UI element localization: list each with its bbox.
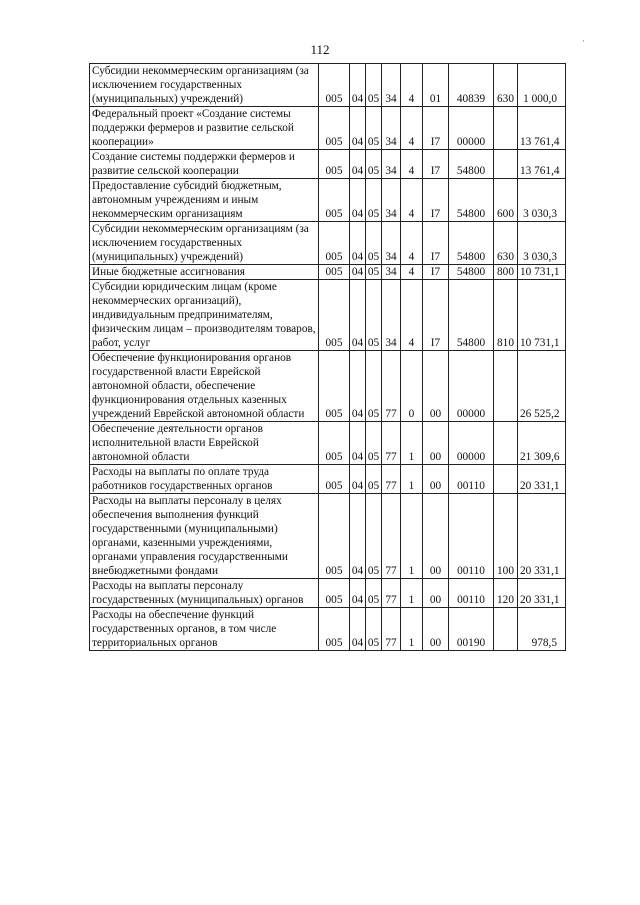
table-row [90, 280, 566, 351]
org-code: 005 [319, 351, 350, 422]
direction-code: 00 [423, 422, 449, 465]
table-row [90, 179, 566, 222]
section-code: 04 [350, 465, 366, 494]
subprogram-code: 1 [401, 465, 423, 494]
amount: 13 761,4 [518, 107, 566, 150]
org-code: 005 [319, 107, 350, 150]
item-code: 00110 [449, 579, 494, 608]
budget-table-body [90, 64, 566, 651]
table-row [90, 465, 566, 494]
table-row [90, 494, 566, 579]
item-code: 54800 [449, 150, 494, 179]
row-description: Расходы на выплаты персоналу в целях обеспечения выполнения функций государственными (муниципальными) органами, казенными учреждениями, органами управления государственными внебюджетными фондами [90, 494, 319, 579]
org-code: 005 [319, 179, 350, 222]
row-description: Субсидии некоммерческим организациям (за исключением государственных (муниципальных) учреждений) [90, 64, 319, 107]
direction-code: I7 [423, 107, 449, 150]
corner-mark: · [582, 36, 585, 46]
item-code: 00190 [449, 608, 494, 651]
page-number: 112 [310, 42, 330, 57]
row-description: Расходы на выплаты персоналу государственных (муниципальных) органов [90, 579, 319, 608]
item-code: 54800 [449, 265, 494, 280]
subprogram-code: 1 [401, 579, 423, 608]
expense-type-code: 630 [494, 222, 518, 265]
item-code: 00110 [449, 465, 494, 494]
row-description: Обеспечение деятельности органов исполнительной власти Еврейской автономной области [90, 422, 319, 465]
amount: 3 030,3 [518, 222, 566, 265]
section-code: 04 [350, 64, 366, 107]
section-code: 04 [350, 179, 366, 222]
subsection-code: 05 [366, 422, 382, 465]
item-code: 00000 [449, 422, 494, 465]
item-code: 40839 [449, 64, 494, 107]
direction-code: I7 [423, 265, 449, 280]
section-code: 04 [350, 608, 366, 651]
row-description: Расходы на обеспечение функций государственных органов, в том числе территориальных органов [90, 608, 319, 651]
section-code: 04 [350, 150, 366, 179]
expense-type-code: 100 [494, 494, 518, 579]
expense-type-code: 800 [494, 265, 518, 280]
program-code: 34 [382, 150, 401, 179]
section-code: 04 [350, 265, 366, 280]
direction-code: I7 [423, 280, 449, 351]
expense-type-code [494, 465, 518, 494]
section-code: 04 [350, 579, 366, 608]
program-code: 34 [382, 265, 401, 280]
subprogram-code: 4 [401, 265, 423, 280]
direction-code: I7 [423, 150, 449, 179]
subprogram-code: 4 [401, 179, 423, 222]
direction-code: 01 [423, 64, 449, 107]
row-description: Предоставление субсидий бюджетным, автономным учреждениям и иным некоммерческим организациям [90, 179, 319, 222]
program-code: 34 [382, 179, 401, 222]
subprogram-code: 4 [401, 64, 423, 107]
section-code: 04 [350, 422, 366, 465]
expense-type-code [494, 608, 518, 651]
subprogram-code: 1 [401, 494, 423, 579]
subsection-code: 05 [366, 579, 382, 608]
org-code: 005 [319, 579, 350, 608]
org-code: 005 [319, 222, 350, 265]
subprogram-code: 1 [401, 608, 423, 651]
amount: 978,5 [518, 608, 566, 651]
amount: 10 731,1 [518, 265, 566, 280]
subprogram-code: 4 [401, 107, 423, 150]
direction-code: 00 [423, 351, 449, 422]
subprogram-code: 0 [401, 351, 423, 422]
section-code: 04 [350, 351, 366, 422]
direction-code: 00 [423, 579, 449, 608]
org-code: 005 [319, 494, 350, 579]
expense-type-code [494, 150, 518, 179]
row-description: Создание системы поддержки фермеров и развитие сельской кооперации [90, 150, 319, 179]
section-code: 04 [350, 107, 366, 150]
org-code: 005 [319, 265, 350, 280]
direction-code: I7 [423, 222, 449, 265]
subsection-code: 05 [366, 351, 382, 422]
table-row [90, 222, 566, 265]
table-row [90, 608, 566, 651]
row-description: Обеспечение функционирования органов государственной власти Еврейской автономной области, обеспечение функционирования отдельных казенных учреждений Еврейской автономной области [90, 351, 319, 422]
program-code: 34 [382, 107, 401, 150]
item-code: 00110 [449, 494, 494, 579]
subsection-code: 05 [366, 107, 382, 150]
org-code: 005 [319, 150, 350, 179]
subsection-code: 05 [366, 465, 382, 494]
org-code: 005 [319, 608, 350, 651]
amount: 20 331,1 [518, 494, 566, 579]
org-code: 005 [319, 64, 350, 107]
program-code: 77 [382, 351, 401, 422]
table-row [90, 150, 566, 179]
subprogram-code: 4 [401, 222, 423, 265]
row-description: Субсидии некоммерческим организациям (за исключением государственных (муниципальных) учреждений) [90, 222, 319, 265]
expense-type-code: 120 [494, 579, 518, 608]
item-code: 00000 [449, 107, 494, 150]
amount: 26 525,2 [518, 351, 566, 422]
direction-code: 00 [423, 608, 449, 651]
program-code: 34 [382, 222, 401, 265]
section-code: 04 [350, 494, 366, 579]
direction-code: I7 [423, 179, 449, 222]
expense-type-code [494, 422, 518, 465]
row-description: Расходы на выплаты по оплате труда работников государственных органов [90, 465, 319, 494]
program-code: 77 [382, 422, 401, 465]
subsection-code: 05 [366, 494, 382, 579]
amount: 13 761,4 [518, 150, 566, 179]
subsection-code: 05 [366, 64, 382, 107]
expense-type-code: 630 [494, 64, 518, 107]
table-row [90, 64, 566, 107]
item-code: 54800 [449, 280, 494, 351]
amount: 1 000,0 [518, 64, 566, 107]
table-row [90, 422, 566, 465]
expense-type-code: 600 [494, 179, 518, 222]
amount: 20 331,1 [518, 465, 566, 494]
table-row [90, 579, 566, 608]
table-row [90, 265, 566, 280]
subprogram-code: 4 [401, 280, 423, 351]
program-code: 34 [382, 280, 401, 351]
amount: 3 030,3 [518, 179, 566, 222]
direction-code: 00 [423, 494, 449, 579]
org-code: 005 [319, 422, 350, 465]
program-code: 34 [382, 64, 401, 107]
subsection-code: 05 [366, 222, 382, 265]
org-code: 005 [319, 465, 350, 494]
budget-table [89, 63, 566, 651]
item-code: 54800 [449, 222, 494, 265]
expense-type-code [494, 107, 518, 150]
program-code: 77 [382, 465, 401, 494]
section-code: 04 [350, 222, 366, 265]
subsection-code: 05 [366, 150, 382, 179]
program-code: 77 [382, 494, 401, 579]
table-row [90, 107, 566, 150]
subsection-code: 05 [366, 280, 382, 351]
expense-type-code [494, 351, 518, 422]
program-code: 77 [382, 579, 401, 608]
item-code: 00000 [449, 351, 494, 422]
table-row [90, 351, 566, 422]
amount: 21 309,6 [518, 422, 566, 465]
expense-type-code: 810 [494, 280, 518, 351]
direction-code: 00 [423, 465, 449, 494]
section-code: 04 [350, 280, 366, 351]
row-description: Субсидии юридическим лицам (кроме некоммерческих организаций), индивидуальным предпринимателям, физическим лицам – производителям товаров, работ, услуг [90, 280, 319, 351]
subsection-code: 05 [366, 265, 382, 280]
amount: 10 731,1 [518, 280, 566, 351]
amount: 20 331,1 [518, 579, 566, 608]
org-code: 005 [319, 280, 350, 351]
subsection-code: 05 [366, 608, 382, 651]
program-code: 77 [382, 608, 401, 651]
row-description: Иные бюджетные ассигнования [90, 265, 319, 280]
subprogram-code: 1 [401, 422, 423, 465]
item-code: 54800 [449, 179, 494, 222]
row-description: Федеральный проект «Создание системы поддержки фермеров и развитие сельской кооперации» [90, 107, 319, 150]
subsection-code: 05 [366, 179, 382, 222]
subprogram-code: 4 [401, 150, 423, 179]
